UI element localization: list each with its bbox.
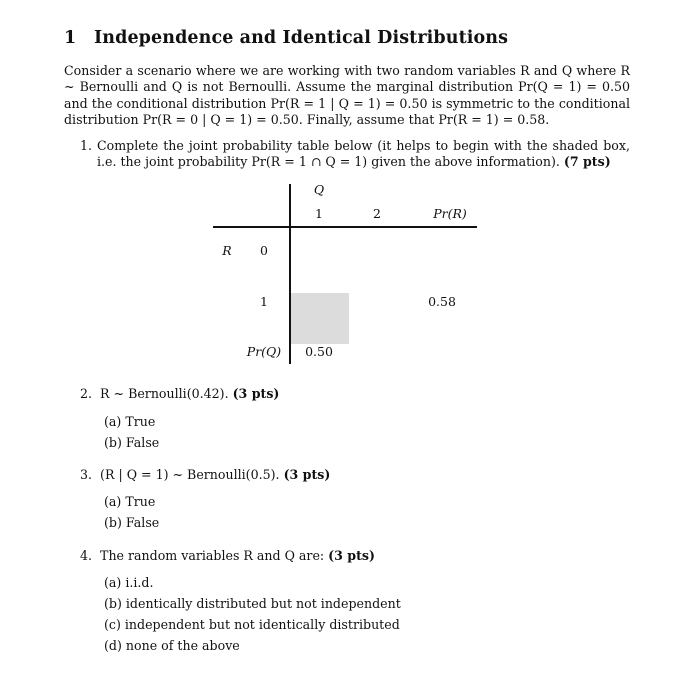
section-title: Independence and Identical Distributions <box>94 28 509 48</box>
option-b[interactable]: (b) False <box>104 435 160 450</box>
question-points: (3 pts) <box>328 548 375 563</box>
pr-r-1-value: 0.58 <box>428 294 456 309</box>
table-vertical-rule <box>289 184 291 364</box>
option-d[interactable]: (d) none of the above <box>104 638 240 653</box>
intro-paragraph: Consider a scenario where we are working with two random variables R and Q where R ~ Bernoulli and Q is not Bernoulli. Assume the marginal distribution Pr(Q = 1) = 0.50 and the conditional distribution Pr(R = 1 | Q = 1) = 0.50 is symmetric to the conditional distribution Pr(R = 0 | Q = 1) = 0.50. Finally, assume that Pr(R = 1) = 0.58. <box>64 63 630 127</box>
r-variable-label: R <box>222 243 232 258</box>
question-points: (3 pts) <box>232 386 280 401</box>
option-c[interactable]: (c) independent but not identically distributed <box>104 617 400 632</box>
pr-q-1-value: 0.50 <box>305 344 333 359</box>
q-value-1: 1 <box>315 206 323 221</box>
pr-q-label: Pr(Q) <box>246 344 282 359</box>
r-value-1: 1 <box>260 294 268 309</box>
question-1 <box>80 138 630 170</box>
option-a[interactable]: (a) True <box>104 414 156 429</box>
question-points: (3 pts) <box>283 467 331 482</box>
r-value-0: 0 <box>260 243 268 258</box>
q-variable-label: Q <box>313 182 325 197</box>
question-number: 4. <box>80 548 93 563</box>
question-number: 1. <box>80 138 93 153</box>
question-points: (7 pts) <box>563 154 611 169</box>
option-b[interactable]: (b) identically distributed but not independent <box>104 596 401 611</box>
question-text: (R | Q = 1) ~ Bernoulli(0.5). <box>100 467 280 482</box>
option-b[interactable]: (b) False <box>104 515 160 530</box>
question-3 <box>80 467 330 482</box>
table-horizontal-rule <box>213 226 477 228</box>
shaded-cell[interactable] <box>291 293 349 344</box>
pr-r-header: Pr(R) <box>433 206 467 221</box>
option-a[interactable]: (a) i.i.d. <box>104 575 154 590</box>
question-2 <box>80 386 279 401</box>
section-number: 1 <box>64 28 77 48</box>
section-heading <box>64 28 508 48</box>
question-text: The random variables R and Q are: <box>100 548 325 563</box>
question-text: Complete the joint probability table below (it helps to begin with the shaded box, i.e. the joint probability Pr(R = 1 ∩ Q = 1) given the above information). <box>97 138 630 169</box>
question-number: 3. <box>80 467 93 482</box>
q-value-2: 2 <box>373 206 381 221</box>
question-number: 2. <box>80 386 93 401</box>
option-a[interactable]: (a) True <box>104 494 156 509</box>
question-text: R ~ Bernoulli(0.42). <box>100 386 229 401</box>
question-4 <box>80 548 375 563</box>
